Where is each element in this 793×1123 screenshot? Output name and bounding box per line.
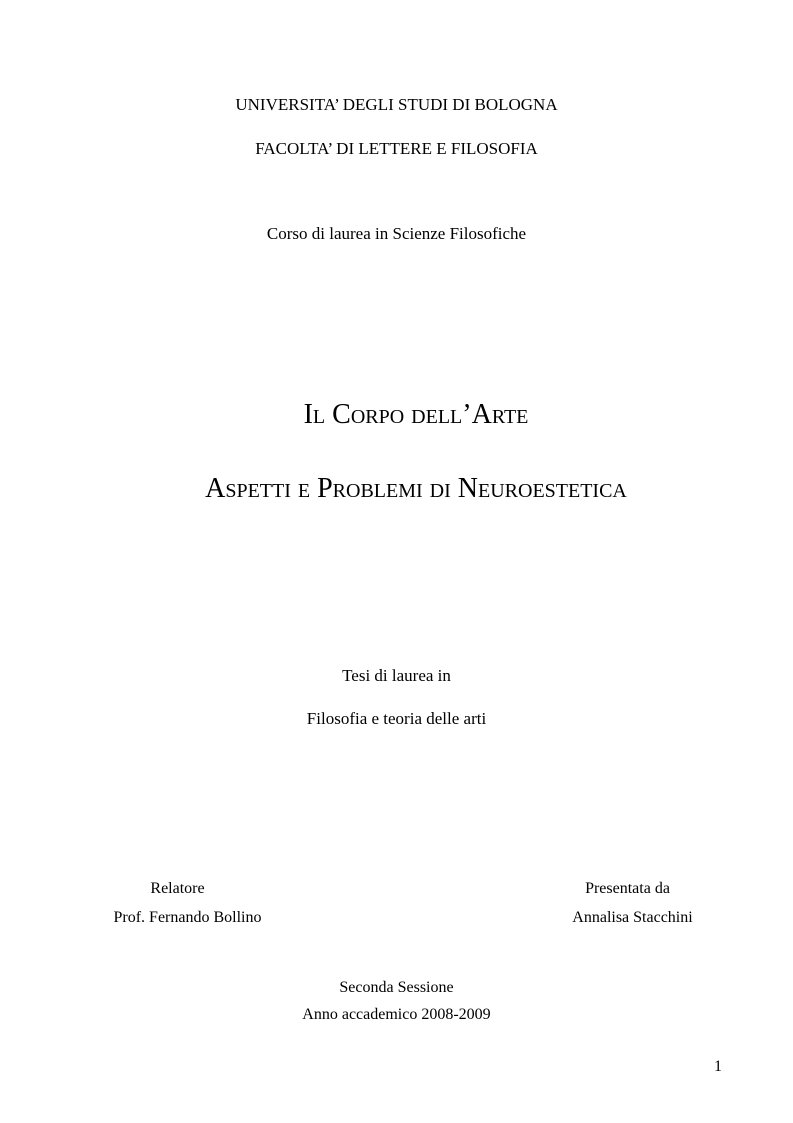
author-label: Presentata da [585, 880, 670, 897]
thesis-subtitle: Aspetti e Problemi di Neuroestetica [205, 473, 627, 504]
degree-course: Corso di laurea in Scienze Filosofiche [266, 224, 527, 243]
thesis-label: Tesi di laurea in [342, 666, 451, 685]
session: Seconda Sessione [339, 979, 454, 996]
advisor-name: Prof. Fernando Bollino [113, 909, 262, 926]
thesis-subject: Filosofia e teoria delle arti [306, 709, 487, 728]
faculty-name: FACOLTA’ DI LETTERE E FILOSOFIA [255, 139, 538, 158]
academic-year: Anno accademico 2008-2009 [302, 1006, 491, 1023]
thesis-title: Il Corpo dell’Arte [303, 399, 529, 430]
author-name: Annalisa Stacchini [572, 909, 693, 926]
university-name: UNIVERSITA’ DEGLI STUDI DI BOLOGNA [235, 95, 558, 114]
advisor-label: Relatore [150, 880, 205, 897]
page-number: 1 [714, 1058, 722, 1075]
